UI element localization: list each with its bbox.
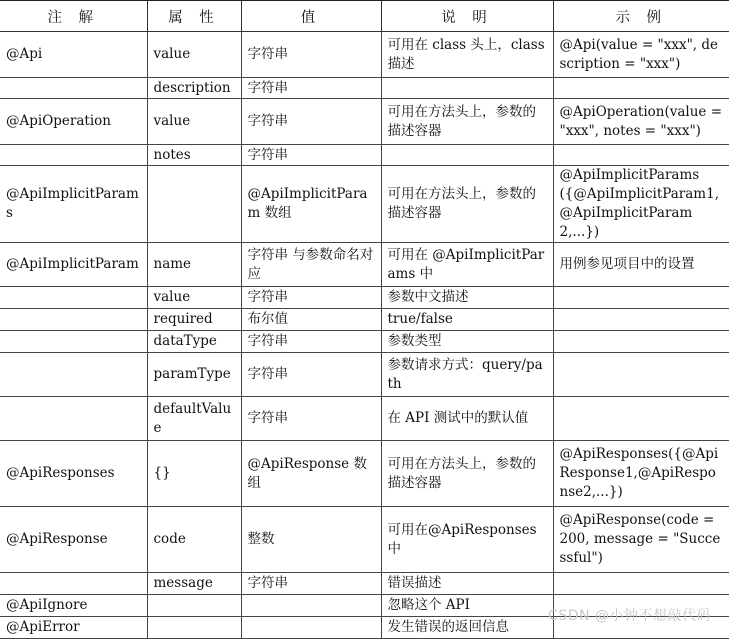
annotation-cell [0,353,147,397]
table-row [0,573,729,595]
annotation-cell [0,309,147,331]
table-row [0,78,729,99]
table-row [0,166,729,243]
value-cell: 字符串 [241,145,381,166]
annotation-cell [0,331,147,353]
description-cell [381,145,553,166]
example-cell [553,145,729,166]
example-cell: @ApiOperation(value = "xxx", notes = "xxx") [553,99,729,145]
annotation-cell [0,287,147,309]
attribute-cell: description [147,78,241,99]
example-cell: @ApiResponses({@ApiResponse1,@ApiResponse2,...}) [553,441,729,507]
description-cell: 参数中文描述 [381,287,553,309]
table-row [0,243,729,287]
annotation-cell: @ApiImplicitParam [0,243,147,287]
attribute-cell [147,595,241,617]
table-row [0,507,729,573]
value-cell: 整数 [241,507,381,573]
attribute-cell: value [147,99,241,145]
value-cell: 字符串 [241,331,381,353]
attribute-cell: required [147,309,241,331]
attribute-cell: notes [147,145,241,166]
description-cell: 发生错误的返回信息 [381,617,553,639]
description-cell: 可用在@ApiResponses 中 [381,507,553,573]
header-value: 值 [241,1,381,32]
example-cell [553,331,729,353]
attribute-cell [147,166,241,243]
value-cell: 字符串 [241,32,381,78]
table-row [0,145,729,166]
value-cell: 布尔值 [241,309,381,331]
table-row [0,331,729,353]
table-row [0,441,729,507]
attribute-cell: defaultValue [147,397,241,441]
table-row [0,309,729,331]
value-cell: 字符串 [241,287,381,309]
annotation-cell: @ApiImplicitParams [0,166,147,243]
attribute-cell: {} [147,441,241,507]
attribute-cell: value [147,287,241,309]
value-cell: 字符串 与参数命名对应 [241,243,381,287]
example-cell [553,287,729,309]
example-cell [553,309,729,331]
description-cell [381,78,553,99]
attribute-cell: dataType [147,331,241,353]
attribute-cell: value [147,32,241,78]
header-annotation: 注 解 [0,1,147,32]
header-description: 说 明 [381,1,553,32]
csdn-watermark: CSDN @小钟不想敲代码 [548,608,711,624]
example-cell [553,397,729,441]
header-example: 示 例 [553,1,729,32]
value-cell: 字符串 [241,353,381,397]
example-cell: @ApiImplicitParams({@ApiImplicitParam1,@ApiImplicitParam2,...}) [553,166,729,243]
value-cell: @ApiResponse 数组 [241,441,381,507]
description-cell: 在 API 测试中的默认值 [381,397,553,441]
table-header-row [0,1,729,32]
value-cell [241,617,381,639]
annotation-cell: @Api [0,32,147,78]
table-row [0,287,729,309]
annotation-cell: @ApiResponse [0,507,147,573]
value-cell [241,595,381,617]
description-cell: 可用在方法头上，参数的描述容器 [381,99,553,145]
attribute-cell: name [147,243,241,287]
example-cell: @ApiResponse(code = 200, message = "Successful") [553,507,729,573]
annotation-cell: @ApiOperation [0,99,147,145]
annotation-cell: @ApiIgnore [0,595,147,617]
description-cell: 参数类型 [381,331,553,353]
description-cell: 可用在方法头上，参数的描述容器 [381,166,553,243]
description-cell: 可用在 class 头上，class 描述 [381,32,553,78]
description-cell: 参数请求方式：query/path [381,353,553,397]
example-cell: 用例参见项目中的设置 [553,243,729,287]
annotation-cell [0,145,147,166]
table-row [0,397,729,441]
annotation-cell [0,78,147,99]
example-cell [553,78,729,99]
description-cell: 错误描述 [381,573,553,595]
attribute-cell: paramType [147,353,241,397]
annotation-cell [0,397,147,441]
value-cell: 字符串 [241,573,381,595]
attribute-cell [147,617,241,639]
example-cell: @Api(value = "xxx", description = "xxx") [553,32,729,78]
description-cell: true/false [381,309,553,331]
annotation-cell: @ApiError [0,617,147,639]
annotation-cell: @ApiResponses [0,441,147,507]
table-row [0,99,729,145]
header-attribute: 属 性 [147,1,241,32]
example-cell [553,573,729,595]
value-cell: @ApiImplicitParam 数组 [241,166,381,243]
value-cell: 字符串 [241,99,381,145]
description-cell: 忽略这个 API [381,595,553,617]
annotation-cell [0,573,147,595]
table-row [0,32,729,78]
description-cell: 可用在 @ApiImplicitParams 中 [381,243,553,287]
value-cell: 字符串 [241,397,381,441]
description-cell: 可用在方法头上，参数的描述容器 [381,441,553,507]
value-cell: 字符串 [241,78,381,99]
example-cell [553,353,729,397]
attribute-cell: code [147,507,241,573]
table-row [0,353,729,397]
attribute-cell: message [147,573,241,595]
